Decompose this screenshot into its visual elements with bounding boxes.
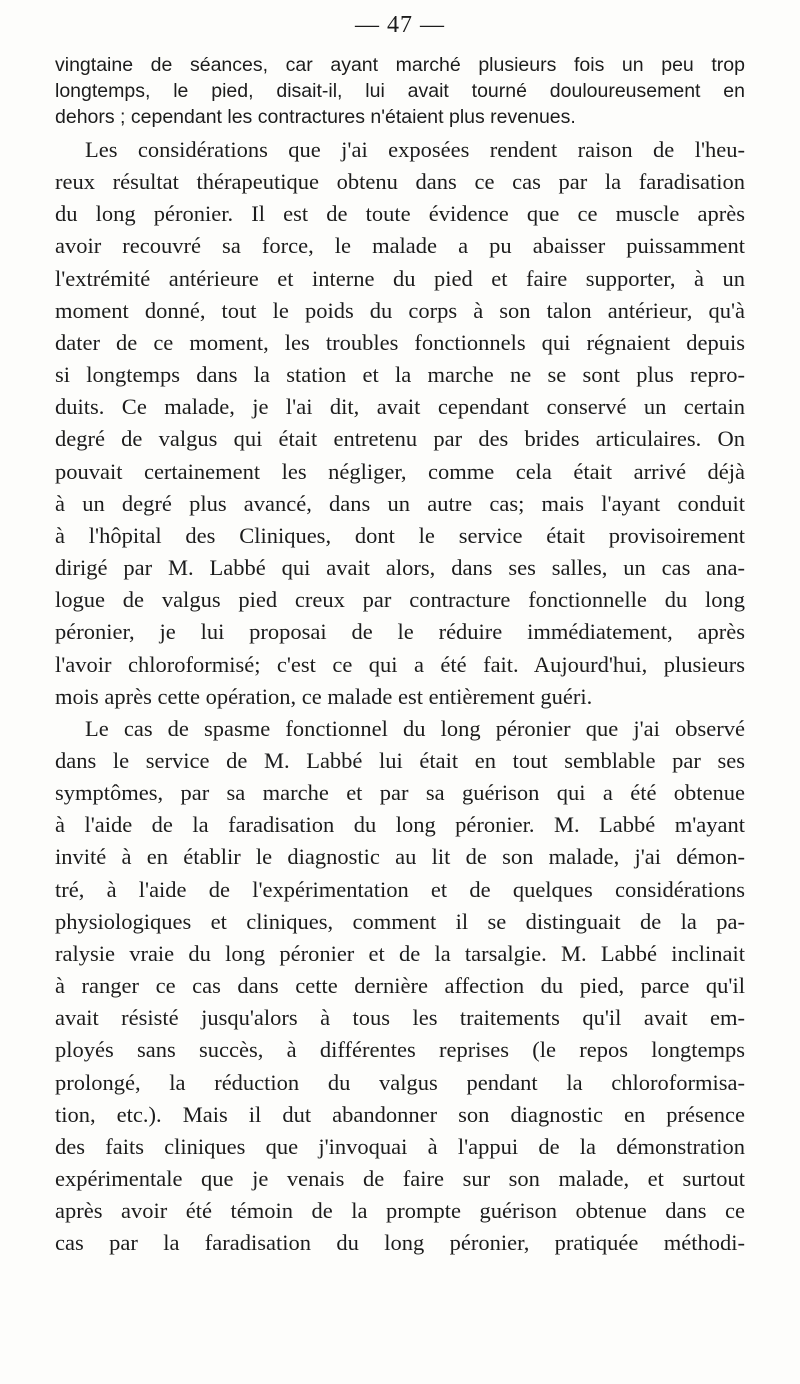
text-line: reux résultat thérapeutique obtenu dans ce cas par la faradisation xyxy=(55,169,745,195)
text-line: longtemps, le pied, disait-il, lui avait tourné douloureusement en xyxy=(55,80,745,102)
text-line: pouvait certainement les négliger, comme cela était arrivé déjà xyxy=(55,458,745,484)
text-line: Les considérations que j'ai exposées rendent raison de l'heu- xyxy=(85,137,745,162)
text-line: l'avoir chloroformisé; c'est ce qui a été fait. Aujourd'hui, plusieurs xyxy=(55,651,745,677)
text-line: tion, etc.). Mais il dut abandonner son diagnostic en présence xyxy=(55,1101,745,1127)
text-line: à ranger ce cas dans cette dernière affection du pied, parce qu'il xyxy=(55,973,745,999)
text-line: ployés sans succès, à différentes reprises (le repos longtemps xyxy=(55,1037,745,1063)
text-line: si longtemps dans la station et la marche ne se sont plus repro- xyxy=(55,362,745,388)
text-line: dans le service de M. Labbé lui était en tout semblable par ses xyxy=(55,747,745,773)
text-line: ralysie vraie du long péronier et de la tarsalgie. M. Labbé inclinait xyxy=(55,940,745,966)
text-line: vingtaine de séances, car ayant marché plusieurs fois un peu trop xyxy=(55,54,745,76)
text-line: duits. Ce malade, je l'ai dit, avait cependant conservé un certain xyxy=(55,394,745,420)
text-line: après avoir été témoin de la prompte guérison obtenue dans ce xyxy=(55,1198,745,1224)
text-line: degré de valgus qui était entretenu par des brides articulaires. On xyxy=(55,426,745,452)
text-line: à l'hôpital des Cliniques, dont le service était provisoirement xyxy=(55,522,745,548)
text-line: avoir recouvré sa force, le malade a pu abaisser puissamment xyxy=(55,233,745,259)
paragraph-1 xyxy=(55,134,745,713)
text-line: du long péronier. Il est de toute évidence que ce muscle après xyxy=(55,201,745,227)
text-line: à l'aide de la faradisation du long péronier. M. Labbé m'ayant xyxy=(55,812,745,838)
text-line: expérimentale que je venais de faire sur son malade, et surtout xyxy=(55,1166,745,1191)
text-line: péronier, je lui proposai de le réduire immédiatement, après xyxy=(55,619,745,645)
page-number: — 47 — xyxy=(355,12,445,38)
text-line: avait résisté jusqu'alors à tous les traitements qu'il avait em- xyxy=(55,1005,745,1031)
text-line: à un degré plus avancé, dans un autre cas; mais l'ayant conduit xyxy=(55,490,745,516)
text-line: Le cas de spasme fonctionnel du long péronier que j'ai observé xyxy=(85,715,745,741)
text-line: dehors ; cependant les contractures n'étaient plus revenues. xyxy=(55,106,576,128)
text-line: l'extrémité antérieure et interne du pied et faire supporter, à un xyxy=(55,265,745,291)
lead-paragraph xyxy=(55,52,745,130)
text-line: logue de valgus pied creux par contracture fonctionnelle du long xyxy=(55,587,745,613)
text-line: physiologiques et cliniques, comment il se distinguait de la pa- xyxy=(55,908,745,934)
text-line: symptômes, par sa marche et par sa guérison qui a été obtenue xyxy=(55,780,745,806)
text-line: invité à en établir le diagnostic au lit de son malade, j'ai démon- xyxy=(55,844,745,870)
body-text xyxy=(55,134,745,1259)
text-line: prolongé, la réduction du valgus pendant la chloroformisa- xyxy=(55,1069,745,1095)
text-line: dater de ce moment, les troubles fonctionnels qui régnaient depuis xyxy=(55,329,745,355)
text-line: mois après cette opération, ce malade est entièrement guéri. xyxy=(55,683,593,709)
text-line: des faits cliniques que j'invoquai à l'appui de la démonstration xyxy=(55,1133,745,1159)
text-line: dirigé par M. Labbé qui avait alors, dans ses salles, un cas ana- xyxy=(55,555,745,581)
text-line: tré, à l'aide de l'expérimentation et de quelques considérations xyxy=(55,876,745,902)
text-line: moment donné, tout le poids du corps à son talon antérieur, qu'à xyxy=(55,297,745,323)
paragraph-2 xyxy=(55,713,745,1260)
text-line: cas par la faradisation du long péronier, pratiquée méthodi- xyxy=(55,1230,745,1256)
